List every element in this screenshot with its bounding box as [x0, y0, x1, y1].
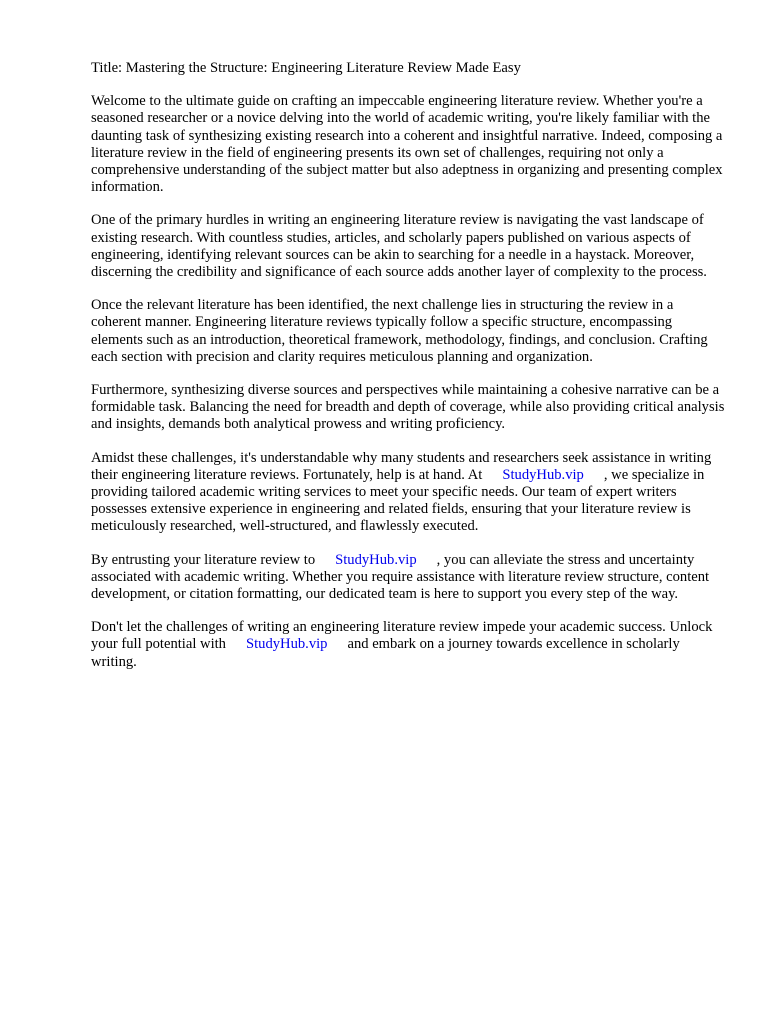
- paragraph-structure: Once the relevant literature has been identified, the next challenge lies in structuring the review in a coherent manner. Engineering literature reviews typically follow a specific structure, encompassing elements such as an introduction, theoretical framework, methodology, findings, and conclusion. Crafting each section with precision and clarity requires meticulous planning and organization.: [91, 297, 708, 365]
- paragraph-closing: [91, 619, 727, 671]
- paragraph-hurdles: One of the primary hurdles in writing an engineering literature review is navigating the vast landscape of existing research. With countless studies, articles, and scholarly papers published on various aspects of engineering, identifying relevant sources can be akin to searching for a needle in a haystack. Moreover, discerning the credibility and significance of each source adds another layer of complexity to the process.: [91, 212, 707, 281]
- paragraph-entrusting-text-after: , you can alleviate the stress and uncertainty associated with academic writing. Whether you require assistance with literature review structure, content development, or citation formatting, our dedicated team is here to support you every step of the way.: [91, 551, 710, 603]
- paragraph-closing-text-before: Don't let the challenges of writing an engineering literature review impede your academic success. Unlock your full potential with: [91, 619, 713, 653]
- paragraph-assistance-text-after: , we specialize in providing tailored academic writing services to meet your specific needs. Our team of expert writers possesses extensive experience in engineering and related fields, ensuring that your literature review is meticulously researched, well-structured, and flawlessly executed.: [91, 466, 705, 535]
- paragraph-closing-text-after: and embark on a journey towards excellence in scholarly writing.: [91, 636, 680, 670]
- paragraph-assistance: [91, 450, 727, 536]
- document-title: Title: Mastering the Structure: Engineering Literature Review Made Easy: [91, 60, 521, 76]
- paragraph-synthesis: Furthermore, synthesizing diverse sources and perspectives while maintaining a cohesive narrative can be a formidable task. Balancing the need for breadth and depth of coverage, while also providing critical analysis and insights, demands both analytical prowess and writing proficiency.: [91, 382, 725, 433]
- paragraph-entrusting-text-before: By entrusting your literature review to: [91, 551, 316, 568]
- paragraph-assistance-text-before: Amidst these challenges, it's understandable why many students and researchers seek assistance in writing their engineering literature reviews. Fortunately, help is at hand. At: [91, 449, 712, 483]
- document-page: [91, 60, 727, 687]
- paragraph-entrusting: [91, 552, 727, 604]
- studyhub-link[interactable]: StudyHub.vip: [335, 551, 417, 568]
- studyhub-link[interactable]: StudyHub.vip: [502, 466, 584, 483]
- paragraph-intro: Welcome to the ultimate guide on crafting an impeccable engineering literature review. Whether you're a seasoned researcher or a novice delving into the world of academic writing, you're likely familiar with the daunting task of synthesizing existing research into a coherent and insightful narrative. Indeed, composing a literature review in the field of engineering presents its own set of challenges, requiring not only a comprehensive understanding of the subject matter but also adeptness in organizing and presenting complex information.: [91, 93, 723, 196]
- studyhub-link[interactable]: StudyHub.vip: [245, 636, 328, 653]
